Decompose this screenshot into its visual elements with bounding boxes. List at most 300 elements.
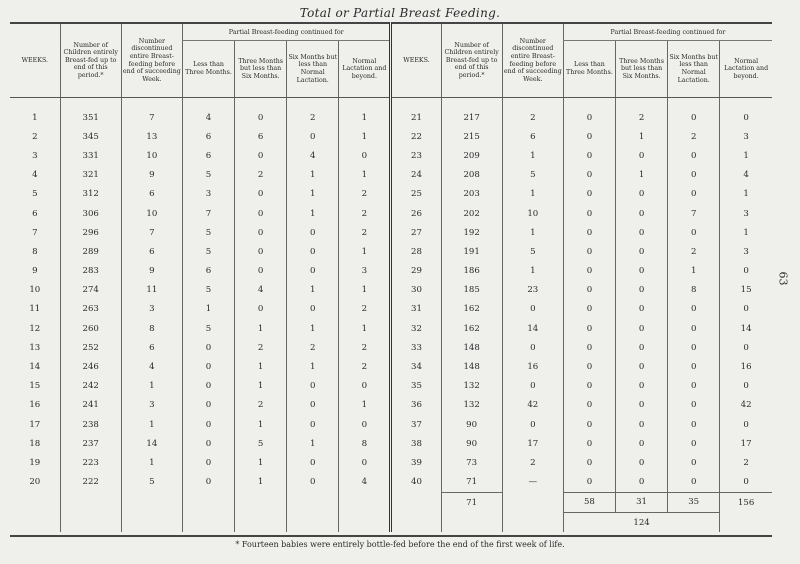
table-row	[10, 281, 772, 300]
cell-discontinued-right: —	[502, 473, 563, 493]
page-number: 63	[776, 271, 790, 286]
cell-three-six-left: 0	[235, 242, 287, 261]
cell-less-three-right: 0	[563, 473, 615, 493]
cell-six-normal-left: 4	[287, 146, 339, 165]
cell-less-three-left: 0	[182, 473, 234, 493]
cell-six-normal-right: 0	[668, 300, 720, 319]
cell-less-three-right: 0	[563, 377, 615, 396]
empty-cell	[121, 492, 182, 512]
cell-normal-right: 3	[720, 204, 772, 223]
cell-normal-right: 0	[720, 262, 772, 281]
cell-discontinued-right: 14	[502, 319, 563, 338]
cell-less-three-left: 7	[182, 204, 234, 223]
empty-cell	[287, 512, 339, 532]
cell-discontinued-right: 42	[502, 396, 563, 415]
cell-discontinued-right: 5	[502, 242, 563, 261]
table-row	[10, 396, 772, 415]
cell-less-three-right: 0	[563, 415, 615, 434]
empty-cell	[339, 492, 391, 512]
cell-less-three-left: 0	[182, 377, 234, 396]
cell-less-three-left: 4	[182, 98, 234, 128]
cell-discontinued-right: 0	[502, 415, 563, 434]
cell-week-left: 15	[29, 381, 41, 392]
cell-less-three-left: 5	[182, 223, 234, 242]
cell-discontinued-right: 2	[502, 98, 563, 128]
cell-six-normal-right: 0	[668, 98, 720, 128]
cell-three-six-right: 0	[616, 319, 668, 338]
cell-discontinued-left: 6	[121, 242, 182, 261]
header-entirely-right: Number of Children entirely Breast-fed up to end of this period.*	[441, 23, 502, 98]
cell-three-six-right: 0	[616, 262, 668, 281]
cell-discontinued-right: 6	[502, 127, 563, 146]
cell-entirely-right: 203	[441, 185, 502, 204]
cell-three-six-right: 0	[616, 204, 668, 223]
header-discontinued-left: Number discontinued entire Breast-feeding before end of succeeding Week.	[121, 23, 182, 98]
cell-discontinued-left: 1	[121, 377, 182, 396]
cell-week-right: 38	[391, 434, 441, 453]
cell-entirely-right: 185	[441, 281, 502, 300]
cell-normal-right: 17	[720, 434, 772, 453]
cell-week-left: 20	[29, 477, 41, 488]
cell-normal-left: 2	[339, 204, 391, 223]
cell-week-right: 37	[391, 415, 441, 434]
cell-discontinued-left: 9	[121, 262, 182, 281]
cell-normal-left: 2	[339, 185, 391, 204]
footnote: * Fourteen babies were entirely bottle-fed before the end of the first week of life.	[235, 540, 565, 549]
cell-week-right: 31	[391, 300, 441, 319]
cell-less-three-left: 0	[182, 396, 234, 415]
cell-normal-left: 1	[339, 127, 391, 146]
cell-normal-left: 2	[339, 357, 391, 376]
cell-entirely-left: 237	[60, 434, 121, 453]
cell-week-left: 12	[29, 323, 41, 334]
cell-entirely-right: 191	[441, 242, 502, 261]
cell-entirely-left: 283	[60, 262, 121, 281]
cell-six-normal-left: 0	[287, 242, 339, 261]
breast-feeding-table	[10, 22, 772, 532]
cell-week-right: 28	[391, 242, 441, 261]
total-partial: 156	[720, 492, 772, 512]
cell-three-six-left: 1	[235, 415, 287, 434]
empty-cell	[235, 512, 287, 532]
cell-week-right: 39	[391, 453, 441, 472]
cell-three-six-left: 2	[235, 396, 287, 415]
cell-six-normal-left: 0	[287, 473, 339, 493]
cell-discontinued-left: 6	[121, 338, 182, 357]
cell-normal-right: 14	[720, 319, 772, 338]
cell-three-six-left: 0	[235, 98, 287, 128]
cell-six-normal-right: 0	[668, 415, 720, 434]
cell-normal-left: 1	[339, 98, 391, 128]
cell-week-right: 30	[391, 281, 441, 300]
cell-three-six-left: 1	[235, 357, 287, 376]
cell-normal-left: 3	[339, 262, 391, 281]
cell-three-six-left: 0	[235, 185, 287, 204]
cell-week-left: 14	[29, 362, 41, 373]
cell-six-normal-right: 0	[668, 146, 720, 165]
cell-week-left: 19	[29, 457, 41, 468]
empty-cell	[287, 492, 339, 512]
cell-entirely-right: 90	[441, 434, 502, 453]
cell-week-right: 36	[391, 396, 441, 415]
cell-discontinued-left: 3	[121, 300, 182, 319]
cell-three-six-left: 6	[235, 127, 287, 146]
cell-six-normal-right: 0	[668, 166, 720, 185]
cell-normal-right: 15	[720, 281, 772, 300]
cell-discontinued-right: 16	[502, 357, 563, 376]
table-row	[10, 453, 772, 472]
total-discontinued: 71	[441, 492, 502, 512]
cell-normal-left: 1	[339, 166, 391, 185]
cell-six-normal-left: 1	[287, 434, 339, 453]
cell-discontinued-left: 4	[121, 357, 182, 376]
cell-week-right: 33	[391, 338, 441, 357]
cell-less-three-right: 0	[563, 223, 615, 242]
cell-three-six-left: 1	[235, 473, 287, 493]
cell-discontinued-left: 10	[121, 146, 182, 165]
cell-week-left: 17	[29, 419, 41, 430]
cell-week-left: 8	[32, 246, 38, 257]
cell-week-left: 5	[32, 189, 38, 200]
cell-six-normal-right: 1	[668, 262, 720, 281]
empty-cell	[391, 492, 441, 512]
cell-less-three-right: 0	[563, 453, 615, 472]
header-six-normal-left: Six Months but less than Normal Lactation.	[287, 41, 339, 98]
cell-week-left: 10	[29, 285, 41, 296]
cell-week-left: 2	[32, 131, 38, 142]
cell-entirely-left: 296	[60, 223, 121, 242]
total-partial: 31	[616, 492, 668, 512]
table-row	[10, 300, 772, 319]
page-title: Total or Partial Breast Feeding.	[299, 6, 501, 20]
cell-week-right: 40	[391, 473, 441, 493]
cell-six-normal-right: 0	[668, 473, 720, 493]
cell-three-six-left: 4	[235, 281, 287, 300]
cell-normal-left: 1	[339, 281, 391, 300]
cell-three-six-right: 0	[616, 473, 668, 493]
cell-six-normal-right: 7	[668, 204, 720, 223]
cell-normal-right: 2	[720, 453, 772, 472]
cell-three-six-left: 0	[235, 262, 287, 281]
cell-six-normal-left: 1	[287, 166, 339, 185]
cell-six-normal-left: 1	[287, 281, 339, 300]
cell-entirely-left: 246	[60, 357, 121, 376]
table-row	[10, 357, 772, 376]
cell-entirely-right: 192	[441, 223, 502, 242]
cell-entirely-left: 274	[60, 281, 121, 300]
cell-discontinued-right: 0	[502, 338, 563, 357]
cell-discontinued-left: 8	[121, 319, 182, 338]
cell-discontinued-right: 0	[502, 377, 563, 396]
cell-less-three-left: 0	[182, 453, 234, 472]
cell-three-six-right: 0	[616, 453, 668, 472]
cell-less-three-right: 0	[563, 185, 615, 204]
empty-cell	[441, 512, 502, 532]
cell-entirely-left: 242	[60, 377, 121, 396]
cell-six-normal-right: 8	[668, 281, 720, 300]
cell-normal-right: 0	[720, 473, 772, 493]
table-row	[10, 146, 772, 165]
header-entirely-left: Number of Children entirely Breast-fed up to end of this period.*	[60, 23, 121, 98]
empty-cell	[10, 492, 60, 512]
empty-cell	[182, 492, 234, 512]
header-normal-left: Normal Lactation and beyond.	[339, 41, 391, 98]
partial-sum-row	[10, 512, 772, 532]
cell-six-normal-right: 0	[668, 396, 720, 415]
cell-discontinued-left: 9	[121, 166, 182, 185]
cell-discontinued-left: 6	[121, 185, 182, 204]
cell-three-six-right: 2	[616, 98, 668, 128]
cell-entirely-right: 162	[441, 319, 502, 338]
cell-normal-left: 1	[339, 396, 391, 415]
cell-less-three-left: 5	[182, 319, 234, 338]
cell-three-six-left: 0	[235, 204, 287, 223]
cell-six-normal-right: 0	[668, 453, 720, 472]
cell-less-three-left: 5	[182, 166, 234, 185]
cell-entirely-right: 202	[441, 204, 502, 223]
header-three-six-left: Three Months but less than Six Months.	[235, 41, 287, 98]
cell-entirely-left: 331	[60, 146, 121, 165]
total-partial: 35	[668, 492, 720, 512]
cell-entirely-left: 222	[60, 473, 121, 493]
cell-week-right: 24	[391, 166, 441, 185]
cell-less-three-right: 0	[563, 166, 615, 185]
cell-normal-right: 3	[720, 242, 772, 261]
cell-six-normal-left: 0	[287, 223, 339, 242]
cell-week-right: 25	[391, 185, 441, 204]
cell-normal-left: 2	[339, 300, 391, 319]
cell-entirely-left: 321	[60, 166, 121, 185]
table-row	[10, 98, 772, 128]
cell-less-three-right: 0	[563, 300, 615, 319]
cell-discontinued-right: 1	[502, 146, 563, 165]
cell-normal-right: 4	[720, 166, 772, 185]
header-three-six-right: Three Months but less than Six Months.	[616, 41, 668, 98]
cell-entirely-right: 186	[441, 262, 502, 281]
cell-three-six-left: 1	[235, 453, 287, 472]
cell-entirely-right: 73	[441, 453, 502, 472]
cell-normal-right: 42	[720, 396, 772, 415]
cell-week-right: 22	[391, 127, 441, 146]
cell-three-six-left: 2	[235, 166, 287, 185]
cell-week-left: 6	[32, 208, 38, 219]
cell-less-three-right: 0	[563, 434, 615, 453]
table-row	[10, 127, 772, 146]
cell-six-normal-left: 0	[287, 262, 339, 281]
cell-three-six-right: 0	[616, 415, 668, 434]
cell-entirely-right: 162	[441, 300, 502, 319]
table-row	[10, 223, 772, 242]
cell-week-left: 18	[29, 438, 41, 449]
cell-week-left: 4	[32, 170, 38, 181]
cell-three-six-right: 0	[616, 185, 668, 204]
cell-normal-left: 0	[339, 415, 391, 434]
cell-six-normal-left: 0	[287, 453, 339, 472]
cell-entirely-right: 148	[441, 338, 502, 357]
empty-cell	[235, 492, 287, 512]
cell-normal-left: 1	[339, 242, 391, 261]
cell-normal-left: 2	[339, 338, 391, 357]
cell-normal-right: 1	[720, 185, 772, 204]
cell-entirely-right: 71	[441, 473, 502, 493]
cell-three-six-left: 0	[235, 146, 287, 165]
cell-less-three-right: 0	[563, 396, 615, 415]
cell-three-six-left: 1	[235, 377, 287, 396]
cell-normal-left: 1	[339, 319, 391, 338]
cell-six-normal-right: 2	[668, 242, 720, 261]
cell-less-three-right: 0	[563, 204, 615, 223]
cell-six-normal-left: 2	[287, 338, 339, 357]
cell-entirely-right: 90	[441, 415, 502, 434]
cell-discontinued-left: 14	[121, 434, 182, 453]
cell-discontinued-left: 5	[121, 473, 182, 493]
cell-less-three-left: 6	[182, 146, 234, 165]
table-row	[10, 473, 772, 493]
cell-three-six-left: 5	[235, 434, 287, 453]
cell-week-left: 13	[29, 342, 41, 353]
cell-three-six-left: 0	[235, 300, 287, 319]
cell-week-left: 16	[29, 400, 41, 411]
cell-six-normal-right: 2	[668, 127, 720, 146]
cell-entirely-left: 345	[60, 127, 121, 146]
empty-cell	[121, 512, 182, 532]
cell-less-three-right: 0	[563, 319, 615, 338]
cell-less-three-left: 3	[182, 185, 234, 204]
cell-three-six-right: 1	[616, 166, 668, 185]
cell-normal-left: 0	[339, 453, 391, 472]
header-partial-group-right: Partial Breast-feeding continued for	[563, 23, 772, 41]
cell-six-normal-left: 1	[287, 204, 339, 223]
cell-three-six-left: 1	[235, 319, 287, 338]
cell-less-three-right: 0	[563, 127, 615, 146]
cell-entirely-left: 289	[60, 242, 121, 261]
cell-discontinued-left: 3	[121, 396, 182, 415]
cell-entirely-left: 306	[60, 204, 121, 223]
cell-six-normal-left: 2	[287, 98, 339, 128]
header-six-normal-right: Six Months but less than Normal Lactation.	[668, 41, 720, 98]
cell-normal-right: 0	[720, 338, 772, 357]
cell-less-three-left: 6	[182, 262, 234, 281]
cell-three-six-right: 0	[616, 242, 668, 261]
cell-discontinued-left: 7	[121, 98, 182, 128]
cell-discontinued-left: 13	[121, 127, 182, 146]
cell-discontinued-right: 0	[502, 300, 563, 319]
cell-week-left: 7	[32, 227, 38, 238]
table-row	[10, 185, 772, 204]
cell-six-normal-left: 1	[287, 185, 339, 204]
cell-normal-right: 0	[720, 415, 772, 434]
cell-six-normal-left: 0	[287, 300, 339, 319]
cell-normal-left: 2	[339, 223, 391, 242]
cell-entirely-left: 252	[60, 338, 121, 357]
cell-six-normal-left: 0	[287, 377, 339, 396]
table-row	[10, 338, 772, 357]
cell-discontinued-left: 7	[121, 223, 182, 242]
header-weeks-left: WEEKS.	[10, 23, 60, 98]
empty-cell	[720, 512, 772, 532]
cell-discontinued-right: 5	[502, 166, 563, 185]
cell-week-left: 1	[32, 112, 38, 123]
cell-less-three-left: 0	[182, 434, 234, 453]
cell-three-six-left: 2	[235, 338, 287, 357]
cell-entirely-left: 241	[60, 396, 121, 415]
cell-discontinued-right: 10	[502, 204, 563, 223]
cell-less-three-left: 0	[182, 415, 234, 434]
header-less-three-right: Less than Three Months.	[563, 41, 615, 98]
cell-less-three-right: 0	[563, 281, 615, 300]
empty-cell	[10, 512, 60, 532]
cell-normal-left: 8	[339, 434, 391, 453]
cell-entirely-right: 209	[441, 146, 502, 165]
cell-three-six-right: 0	[616, 377, 668, 396]
cell-entirely-right: 132	[441, 377, 502, 396]
cell-six-normal-left: 0	[287, 415, 339, 434]
cell-discontinued-left: 11	[121, 281, 182, 300]
cell-three-six-right: 0	[616, 300, 668, 319]
empty-cell	[182, 512, 234, 532]
cell-less-three-right: 0	[563, 98, 615, 128]
cell-less-three-right: 0	[563, 338, 615, 357]
table-row	[10, 319, 772, 338]
cell-normal-right: 3	[720, 127, 772, 146]
cell-discontinued-right: 1	[502, 185, 563, 204]
cell-discontinued-right: 1	[502, 223, 563, 242]
empty-cell	[391, 512, 441, 532]
partial-sum: 124	[563, 512, 719, 532]
cell-normal-right: 0	[720, 377, 772, 396]
cell-discontinued-right: 17	[502, 434, 563, 453]
cell-less-three-left: 5	[182, 281, 234, 300]
total-partial: 58	[563, 492, 615, 512]
cell-week-left: 11	[29, 304, 41, 315]
cell-six-normal-right: 0	[668, 223, 720, 242]
cell-three-six-right: 0	[616, 146, 668, 165]
cell-less-three-left: 0	[182, 357, 234, 376]
cell-three-six-left: 0	[235, 223, 287, 242]
cell-normal-right: 0	[720, 98, 772, 128]
table-row	[10, 204, 772, 223]
cell-normal-right: 1	[720, 223, 772, 242]
cell-three-six-right: 0	[616, 396, 668, 415]
cell-normal-right: 1	[720, 146, 772, 165]
cell-discontinued-left: 1	[121, 453, 182, 472]
cell-three-six-right: 0	[616, 281, 668, 300]
cell-three-six-right: 0	[616, 338, 668, 357]
cell-week-right: 32	[391, 319, 441, 338]
cell-six-normal-right: 0	[668, 377, 720, 396]
cell-six-normal-right: 0	[668, 357, 720, 376]
table-row	[10, 262, 772, 281]
cell-entirely-left: 223	[60, 453, 121, 472]
table-row	[10, 377, 772, 396]
cell-discontinued-right: 23	[502, 281, 563, 300]
cell-less-three-left: 1	[182, 300, 234, 319]
cell-less-three-left: 5	[182, 242, 234, 261]
cell-normal-left: 0	[339, 377, 391, 396]
table-row	[10, 415, 772, 434]
cell-entirely-right: 217	[441, 98, 502, 128]
header-partial-group-left: Partial Breast-feeding continued for	[182, 23, 391, 41]
header-normal-right: Normal Lactation and beyond.	[720, 41, 772, 98]
cell-entirely-right: 132	[441, 396, 502, 415]
cell-less-three-right: 0	[563, 242, 615, 261]
cell-entirely-left: 351	[60, 98, 121, 128]
cell-discontinued-left: 1	[121, 415, 182, 434]
cell-entirely-left: 263	[60, 300, 121, 319]
cell-entirely-right: 215	[441, 127, 502, 146]
cell-less-three-left: 0	[182, 338, 234, 357]
totals-row	[10, 492, 772, 512]
